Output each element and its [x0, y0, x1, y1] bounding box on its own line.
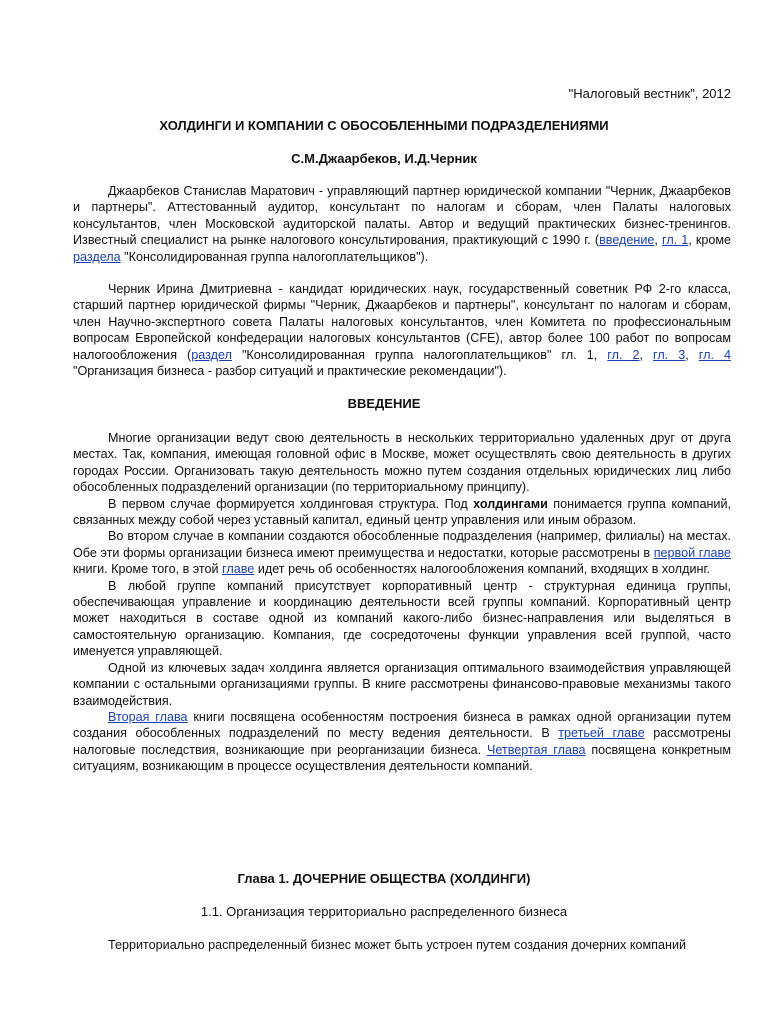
- link-introduction[interactable]: введение: [599, 233, 655, 248]
- chapter-1-body: [73, 937, 731, 953]
- intro-paragraph-1: Многие организации ведут свою деятельность в нескольких территориально удаленных друг от друга местах. Так, компания, имеющая головной офис в Москве, может осуществлять свою деятельность в других городах России. Организовать такую деятельность можно путем создания отдельных юридических лиц либо обособленных подразделений организации (по территориальному принципу).: [73, 431, 731, 495]
- bio-paragraph: Джаарбеков Станислав Маратович - управляющий партнер юридической компании "Черник, Джаарбеков и партнеры". Аттестованный аудитор, консультант по налогам и сборам, член Палаты налоговых консультантов, член Московской аудиторской палаты. Автор и ведущий практических бизнес-тренингов. Известный специалист на рынке налогового консультирования, практикующий с 1990 г. (введение, гл. 1, кроме раздела "Консолидированная группа налогоплательщиков").: [73, 184, 732, 264]
- intro-paragraph-3: Во втором случае в компании создаются обособленные подразделения (например, филиалы) на местах. Обе эти формы организации бизнеса имеют преимущества и недостатки, которые рассмотрены в первой главе книги. Кроме того, в этой главе идет речь об особенностях налогообложения компаний, входящих в холдинг.: [73, 529, 732, 577]
- link-chapter-3[interactable]: гл. 3: [653, 347, 686, 362]
- section-1-1-heading: 1.1. Организация территориально распределенного бизнеса: [200, 904, 568, 919]
- link-chapter-4[interactable]: гл. 4: [698, 347, 731, 362]
- keyword-holdings: холдингами: [473, 496, 548, 511]
- intro-paragraph-4: В любой группе компаний присутствует корпоративный центр - структурная единица группы, обеспечивающая управление и координацию деятельности всей группы компаний. Корпоративный центр может находиться в составе одной из компаний какого-либо бизнес-направления или выделяться в самостоятельную организацию. Компания, где сосредоточены функции управления всей группой, часто именуется управляющей.: [73, 578, 731, 659]
- link-fourth-chapter[interactable]: Четвертая глава: [486, 742, 586, 757]
- introduction-body: [73, 430, 731, 775]
- source-line: "Налоговый вестник", 2012: [568, 86, 731, 101]
- link-chapter-1[interactable]: гл. 1: [662, 233, 689, 248]
- author-bio-1: [73, 183, 731, 265]
- link-chapter-2[interactable]: гл. 2: [607, 347, 640, 362]
- link-third-chapter[interactable]: третьей главе: [558, 726, 645, 741]
- introduction-heading: ВВЕДЕНИЕ: [347, 396, 421, 411]
- intro-paragraph-6: Вторая глава книги посвящена особенностям построения бизнеса в рамках одной организации путем создания обособленных подразделений по месту ведения деятельности. В третьей главе рассмотрены налоговые последствия, возникающие при реорганизации бизнеса. Четвертая глава посвящена конкретным ситуациям, возникающим в процессе осуществления деятельности компаний.: [73, 709, 731, 774]
- authors-line: С.М.Джаарбеков, И.Д.Черник: [291, 151, 477, 166]
- bio-paragraph: Черник Ирина Дмитриевна - кандидат юридических наук, государственный советник РФ 2-го класса, старший партнер юридической фирмы "Черник, Джаарбеков и партнеры", консультант по налогам и сборам, член Научно-экспертного совета Палаты налоговых консультантов, член Комитета по профессиональным вопросам Европейской конфедерации налоговых консультантов (CFE), автор более 100 работ по вопросам налогообложения (раздел "Консолидированная группа налогоплательщиков" гл. 1, гл. 2, гл. 3, гл. 4 "Организация бизнеса - разбор ситуаций и практические рекомендации").: [73, 282, 731, 379]
- link-chapter[interactable]: главе: [222, 562, 255, 577]
- link-second-chapter[interactable]: Вторая глава: [108, 709, 188, 724]
- intro-paragraph-5: Одной из ключевых задач холдинга является организация оптимального взаимодействия управляющей компании с остальными организациями группы. В книге рассмотрены финансово-правовые механизмы такого взаимодействия.: [73, 660, 731, 708]
- author-bio-2: [73, 281, 731, 379]
- chapter-1-heading: Глава 1. ДОЧЕРНИЕ ОБЩЕСТВА (ХОЛДИНГИ): [237, 871, 531, 886]
- document-title: ХОЛДИНГИ И КОМПАНИИ С ОБОСОБЛЕННЫМИ ПОДРАЗДЕЛЕНИЯМИ: [159, 118, 609, 133]
- link-section[interactable]: раздела: [73, 249, 121, 264]
- link-first-chapter[interactable]: первой главе: [653, 545, 732, 560]
- closing-paragraph: Территориально распределенный бизнес может быть устроен путем создания дочерних компаний: [108, 938, 687, 952]
- intro-paragraph-2: В первом случае формируется холдинговая структура. Под холдингами понимается группа компаний, связанных между собой через уставный капитал, единый центр управления или иным образом.: [73, 496, 731, 528]
- link-section[interactable]: раздел: [191, 347, 232, 362]
